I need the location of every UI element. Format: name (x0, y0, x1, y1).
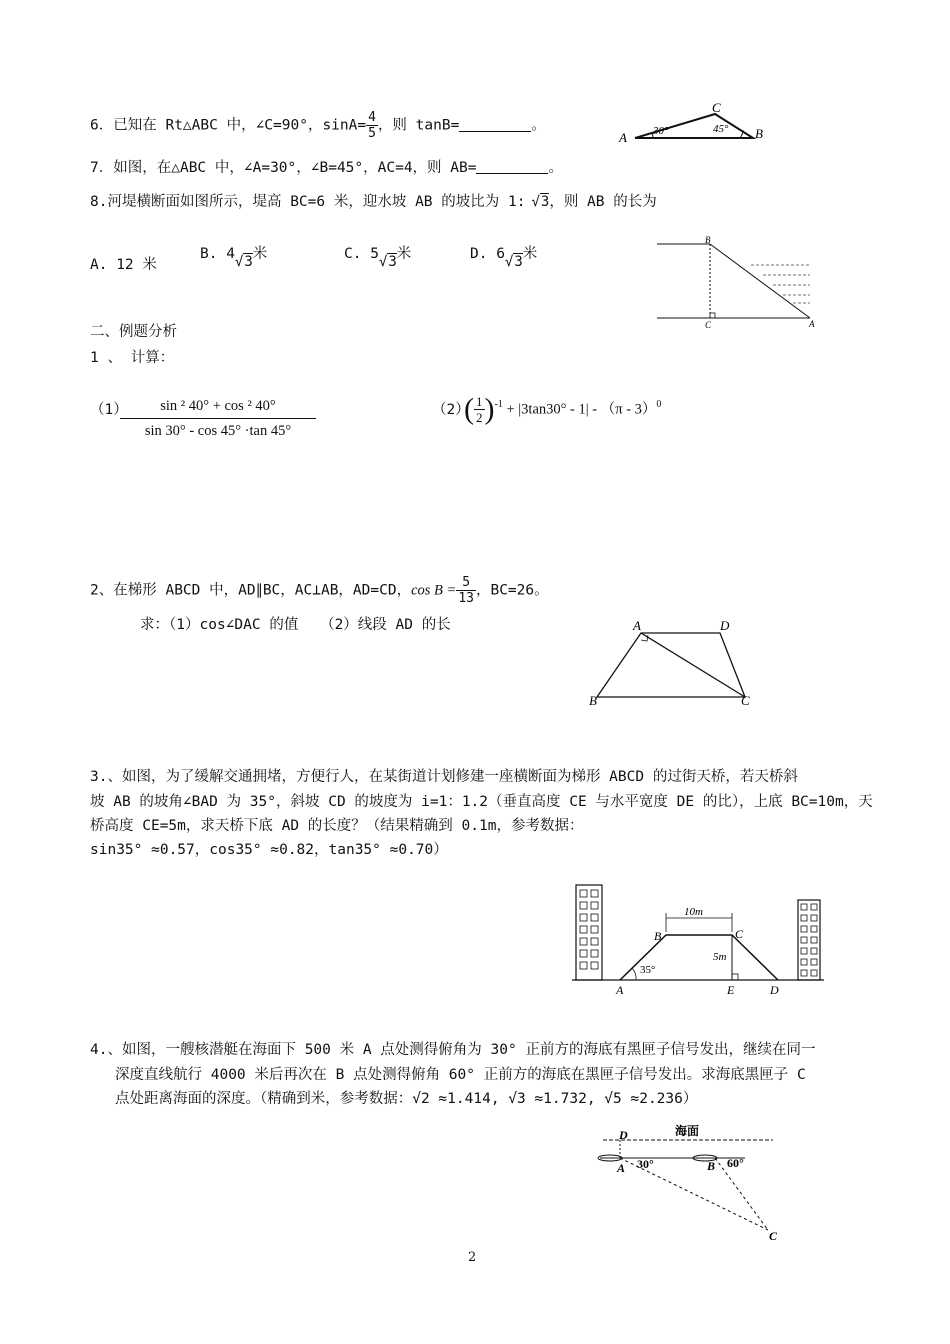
q8-option-c-sqrt: √3 (378, 254, 397, 270)
fig5-label-b: B (707, 1159, 716, 1173)
section-heading: 二、例题分析 (90, 324, 177, 340)
fig4-angle: 35° (640, 964, 656, 976)
fig1-label-a: A (619, 130, 627, 145)
q6-num: 4 (368, 110, 376, 125)
q6-line (90, 110, 546, 141)
p1-part1-denominator: sin 30° - cos 45° ·tan 45° (144, 423, 292, 439)
fig3-label-d: D (720, 618, 730, 633)
fig4-label-a: A (616, 983, 624, 997)
trapezoid-figure (585, 615, 770, 710)
q8-line (90, 192, 657, 212)
q6-text: 6．已知在 Rt△ABC 中，∠C=90°，sinA= (90, 117, 367, 134)
q8-option-c-text: C. 5 (344, 246, 379, 262)
p3-line-1: 3.、如图，为了缓解交通拥堵，方便行人，在某街道计划修建一座横断面为梯形 ABCD 的过街天桥，若天桥斜 (90, 769, 798, 785)
p2-ask: 求：（1）cos∠DAC 的值 （2）线段 AD 的长 (140, 617, 451, 633)
q8-option-b-unit: 米 (252, 246, 268, 262)
q8-text-b: ，则 AB 的长为 (549, 194, 657, 210)
p2-text: 2、在梯形 ABCD 中，AD∥BC，AC⊥AB，AD=CD， (90, 582, 412, 599)
fig4-label-b: B (654, 929, 662, 943)
fig3-label-a: A (633, 618, 641, 633)
q7-end: 。 (548, 160, 563, 176)
p1-part1-fraction (120, 396, 316, 441)
q8-option-d[interactable] (470, 244, 537, 272)
p1-exp0: 0 (656, 399, 662, 410)
p1-part2-expression: ( $\frac{1}{2}$ )$^{-1}$ + |3tan30° - 1| - （π - 3）$^0$ (464, 392, 662, 426)
fig5-label-d: D (619, 1128, 628, 1142)
p2-line (90, 575, 549, 606)
fig2-label-b: B (705, 235, 711, 245)
p3-line-3: 桥高度 CE=5m，求天桥下底 AD 的长度？（结果精确到 0.1m，参考数据： (90, 818, 584, 834)
fig4-top-length: 10m (684, 906, 703, 918)
embankment-figure (655, 235, 820, 330)
p1-half-d: 2 (476, 410, 483, 425)
q6-answer-blank (459, 118, 531, 132)
p4-line-3: 点处距离海面的深度。（精确到米，参考数据：√2 ≈1.414, √3 ≈1.732, √5 ≈2.236） (115, 1091, 698, 1107)
q8-option-d-sqrt: √3 (504, 254, 523, 270)
q8-option-b-root: 3 (244, 254, 253, 270)
p3-line-4: sin35° ≈0.57，cos35° ≈0.82，tan35° ≈0.70） (90, 842, 448, 858)
fig1-angle-a: 30° (653, 125, 669, 137)
q8-option-c-unit: 米 (396, 246, 412, 262)
p2-text-b: ，BC=26。 (475, 582, 549, 599)
p1-part1-label: （1） (90, 402, 128, 418)
q6-den: 5 (368, 126, 376, 141)
page-number: 2 (468, 1250, 477, 1265)
q8-option-d-unit: 米 (522, 246, 538, 262)
q8-option-b-text: B. 4 (200, 246, 235, 262)
fig5-label-c: C (769, 1229, 778, 1243)
q7-line (90, 158, 563, 178)
q8-option-d-root: 3 (514, 254, 523, 270)
submarine-figure (595, 1120, 785, 1245)
fig4-height: 5m (713, 951, 727, 963)
q8-sqrt: √3 (531, 194, 550, 210)
p4-line-1: 4.、如图，一艘核潜艇在海面下 500 米 A 点处测得俯角为 30° 正前方的海底有黑匣子信号发出，继续在同一 (90, 1042, 816, 1058)
q7-answer-blank (476, 160, 548, 174)
p1-half-n: 1 (476, 394, 483, 409)
fig5-label-a: A (617, 1161, 626, 1175)
fig5-angle-60: 60° (727, 1156, 744, 1170)
triangle-figure-1 (615, 100, 775, 145)
p2-num: 5 (456, 575, 476, 591)
q8-option-b[interactable] (200, 244, 267, 272)
p1-part2-mid: + |3tan30° - 1| - （π - 3） (506, 401, 657, 418)
fig1-angle-b: 45° (713, 123, 729, 135)
fig5-sea-label: 海面 (675, 1124, 700, 1138)
p1-part1-numerator: sin ² 40° + cos ² 40° (120, 396, 316, 419)
q8-option-a[interactable]: A. 12 米 (90, 257, 157, 273)
p4-line-2: 深度直线航行 4000 米后再次在 B 点处测得俯角 60° 正前方的海底在黑匣子信号发出。求海底黑匣子 C (115, 1067, 806, 1083)
p1-title: 1 、 计算： (90, 350, 175, 366)
fig3-label-b: B (589, 693, 597, 708)
q8-option-d-text: D. 6 (470, 246, 505, 262)
p1-half (474, 394, 485, 425)
fig4-label-d: D (770, 983, 779, 997)
p3-line-2: 坡 AB 的坡角∠BAD 为 35°，斜坡 CD 的坡度为 i=1：1.2（垂直高度 CE 与水平宽度 DE 的比），上底 BC=10m，天 (90, 794, 873, 810)
q8-root: 3 (540, 194, 550, 210)
q7-text: 7．如图，在△ABC 中，∠A=30°，∠B=45°，AC=4，则 AB= (90, 160, 477, 176)
q6-end: 。 (531, 117, 546, 134)
p1-exp: -1 (494, 399, 503, 410)
q8-text: 8.河堤横断面如图所示，堤高 BC=6 米，迎水坡 AB 的坡比为 1: (90, 194, 526, 210)
fig4-label-e: E (727, 983, 735, 997)
bridge-figure (570, 880, 830, 998)
p2-cosb: cos B = (411, 582, 457, 599)
p1-part2-label: （2） (432, 402, 470, 418)
fig2-label-c: C (705, 320, 712, 330)
q6-text-b: ，则 tanB= (377, 117, 460, 134)
fig2-label-a: A (809, 319, 815, 329)
q8-option-c[interactable] (344, 244, 411, 272)
q6-fraction (366, 110, 378, 141)
q8-option-b-sqrt: √3 (234, 254, 253, 270)
p2-fraction (456, 575, 476, 606)
fig1-label-c: C (712, 100, 721, 115)
fig3-label-c: C (741, 693, 750, 708)
fig1-label-b: B (755, 126, 763, 141)
q8-option-c-root: 3 (388, 254, 397, 270)
fig4-label-c: C (735, 927, 744, 941)
p2-den: 13 (458, 591, 474, 606)
fig5-angle-30: 30° (637, 1157, 654, 1171)
